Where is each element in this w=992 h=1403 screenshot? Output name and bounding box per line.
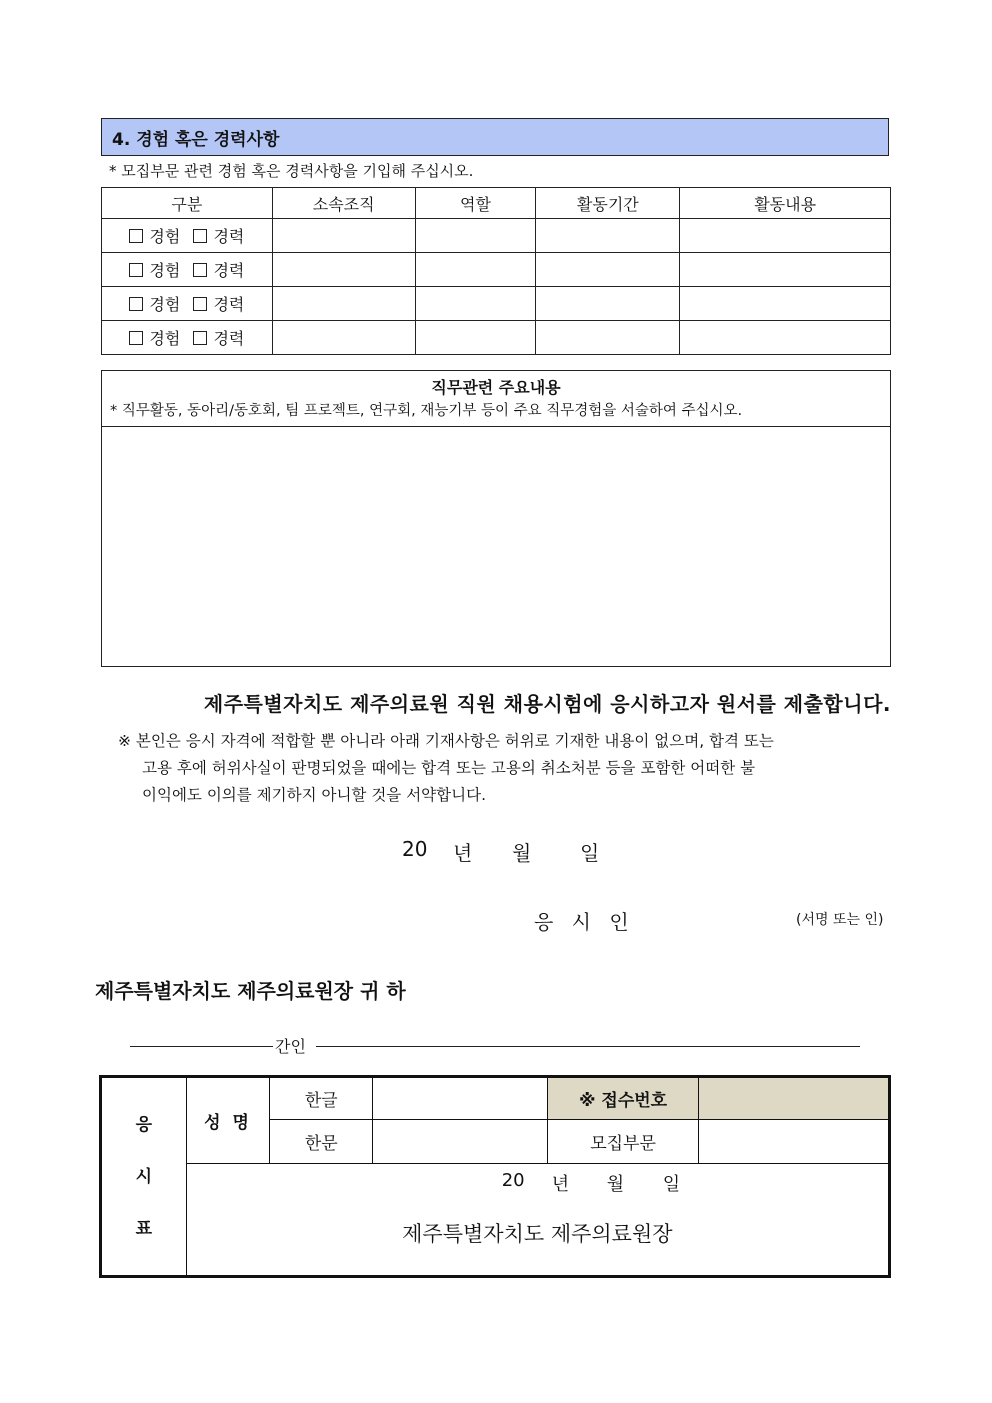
career-checkbox[interactable]: [193, 263, 207, 277]
table-row: [102, 219, 891, 253]
type-cell: [102, 253, 273, 287]
role-cell[interactable]: [415, 287, 536, 321]
period-cell[interactable]: [536, 321, 680, 355]
ticket-date-year: 20: [501, 1170, 525, 1191]
hangul-name-field[interactable]: [373, 1078, 548, 1120]
ticket-side-char: 표: [135, 1218, 153, 1239]
hangul-label: 한글: [270, 1078, 373, 1120]
section-title: 4. 경험 혹은 경력사항: [101, 118, 889, 156]
duty-header: [102, 371, 890, 427]
ticket-side-label: [102, 1078, 187, 1276]
cut-line-right: [316, 1046, 860, 1047]
signature-label: (서명 또는 인): [796, 912, 884, 928]
organization-cell[interactable]: [272, 219, 415, 253]
role-cell[interactable]: [415, 219, 536, 253]
table-header-row: [102, 188, 891, 219]
cut-line-left: [130, 1046, 273, 1047]
name-label: 성 명: [186, 1078, 270, 1164]
experience-checkbox[interactable]: [129, 263, 143, 277]
career-option-label: 경력: [213, 295, 245, 314]
column-header: 활동기간: [536, 188, 680, 219]
ticket-date: [187, 1170, 888, 1200]
career-checkbox[interactable]: [193, 297, 207, 311]
date-year-unit: 년: [453, 841, 473, 865]
experience-checkbox[interactable]: [129, 297, 143, 311]
experience-checkbox[interactable]: [129, 229, 143, 243]
experience-checkbox[interactable]: [129, 331, 143, 345]
experience-option-label: 경험: [149, 227, 181, 246]
department-field[interactable]: [698, 1120, 888, 1164]
receipt-number-field[interactable]: [698, 1078, 888, 1120]
admission-ticket: [99, 1075, 891, 1278]
organization-cell[interactable]: [272, 287, 415, 321]
ticket-date-day-unit: 일: [662, 1174, 681, 1195]
period-cell[interactable]: [536, 219, 680, 253]
career-checkbox[interactable]: [193, 229, 207, 243]
experience-table: [101, 187, 891, 355]
ticket-date-year-unit: 년: [551, 1174, 570, 1195]
experience-option-label: 경험: [149, 261, 181, 280]
hanja-name-field[interactable]: [373, 1120, 548, 1164]
column-header: 구분: [102, 188, 273, 219]
ticket-issuer: 제주특별자치도 제주의료원장: [402, 1222, 673, 1246]
activity-cell[interactable]: [680, 321, 891, 355]
organization-cell[interactable]: [272, 321, 415, 355]
role-cell[interactable]: [415, 321, 536, 355]
type-cell: [102, 321, 273, 355]
ticket-side-char: 응: [135, 1114, 153, 1135]
admission-ticket-table: [101, 1077, 889, 1276]
career-option-label: 경력: [213, 227, 245, 246]
pledge-text: [118, 728, 898, 809]
date-month-unit: 월: [512, 841, 532, 865]
column-header: 소속조직: [272, 188, 415, 219]
ticket-footer: [186, 1164, 888, 1276]
receipt-number-label: ※ 접수번호: [548, 1078, 698, 1120]
cut-label: 간인: [275, 1037, 306, 1056]
pledge-line: 이익에도 이의를 제기하지 아니할 것을 서약합니다.: [142, 786, 486, 804]
type-cell: [102, 287, 273, 321]
date-day-unit: 일: [580, 841, 600, 865]
duty-title: 직무관련 주요내용: [431, 378, 561, 397]
hanja-label: 한문: [270, 1120, 373, 1164]
career-checkbox[interactable]: [193, 331, 207, 345]
period-cell[interactable]: [536, 253, 680, 287]
table-row: [102, 321, 891, 355]
activity-cell[interactable]: [680, 287, 891, 321]
duty-text-area[interactable]: [102, 427, 890, 667]
declaration-text: 제주특별자치도 제주의료원 직원 채용시험에 응시하고자 원서를 제출합니다.: [203, 692, 891, 716]
career-option-label: 경력: [213, 261, 245, 280]
pledge-line: 고용 후에 허위사실이 판명되었을 때에는 합격 또는 고용의 취소처분 등을 포함한 어떠한 불: [142, 759, 756, 777]
type-cell: [102, 219, 273, 253]
department-label: 모집부문: [548, 1120, 698, 1164]
table-row: [102, 253, 891, 287]
section-note: * 모집부문 관련 경험 혹은 경력사항을 기입해 주십시오.: [109, 162, 474, 180]
column-header: 역할: [415, 188, 536, 219]
period-cell[interactable]: [536, 287, 680, 321]
ticket-date-month-unit: 월: [606, 1174, 625, 1195]
activity-cell[interactable]: [680, 253, 891, 287]
applicant-label: 응 시 인: [534, 910, 635, 934]
experience-option-label: 경험: [149, 329, 181, 348]
date-year: 20: [402, 837, 428, 861]
column-header: 활동내용: [680, 188, 891, 219]
role-cell[interactable]: [415, 253, 536, 287]
table-row: [102, 287, 891, 321]
pledge-line: ※ 본인은 응시 자격에 적합할 뿐 아니라 아래 기재사항은 허위로 기재한 내용이 없으며, 합격 또는: [118, 732, 774, 750]
duty-note: * 직무활동, 동아리/동호회, 팀 프로젝트, 연구회, 재능기부 등이 주요 직무경험을 서술하여 주십시오.: [110, 403, 743, 419]
activity-cell[interactable]: [680, 219, 891, 253]
ticket-side-char: 시: [135, 1166, 153, 1187]
addressee: 제주특별자치도 제주의료원장 귀 하: [95, 979, 406, 1003]
organization-cell[interactable]: [272, 253, 415, 287]
duty-description-box: [101, 370, 891, 667]
experience-option-label: 경험: [149, 295, 181, 314]
career-option-label: 경력: [213, 329, 245, 348]
